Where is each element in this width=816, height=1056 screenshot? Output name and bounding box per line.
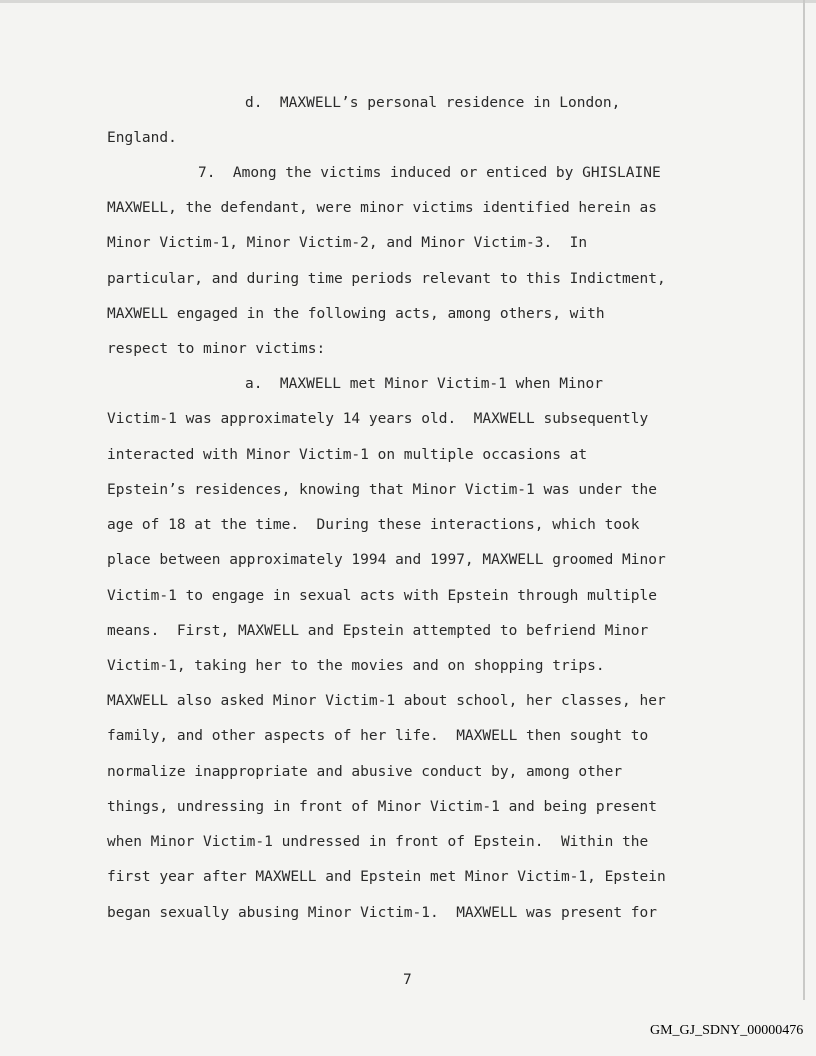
bates-number: GM_GJ_SDNY_00000476 bbox=[650, 1023, 804, 1038]
scan-top-edge bbox=[0, 0, 816, 3]
text-line: 7. Among the victims induced or enticed by GHISLAINE bbox=[198, 165, 661, 181]
text-line: Minor Victim-1, Minor Victim-2, and Minor Victim-3. In bbox=[107, 235, 588, 251]
text-line: Epstein’s residences, knowing that Minor Victim-1 was under the bbox=[107, 482, 657, 498]
text-line: began sexually abusing Minor Victim-1. MAXWELL was present for bbox=[107, 905, 657, 921]
text-line: things, undressing in front of Minor Victim-1 and being present bbox=[107, 799, 657, 815]
text-line: respect to minor victims: bbox=[107, 341, 326, 357]
text-line: MAXWELL engaged in the following acts, among others, with bbox=[107, 306, 605, 322]
text-line: first year after MAXWELL and Epstein met Minor Victim-1, Epstein bbox=[107, 869, 666, 885]
text-line: normalize inappropriate and abusive conduct by, among other bbox=[107, 764, 623, 780]
text-line: family, and other aspects of her life. MAXWELL then sought to bbox=[107, 728, 649, 744]
text-line: age of 18 at the time. During these interactions, which took bbox=[107, 517, 640, 533]
text-line: when Minor Victim-1 undressed in front of Epstein. Within the bbox=[107, 834, 649, 850]
page-number: 7 bbox=[403, 972, 412, 988]
text-line: means. First, MAXWELL and Epstein attempted to befriend Minor bbox=[107, 623, 649, 639]
text-line: interacted with Minor Victim-1 on multiple occasions at bbox=[107, 447, 588, 463]
text-line: MAXWELL, the defendant, were minor victims identified herein as bbox=[107, 200, 657, 216]
text-line: Victim-1 to engage in sexual acts with Epstein through multiple bbox=[107, 588, 657, 604]
text-line: MAXWELL also asked Minor Victim-1 about school, her classes, her bbox=[107, 693, 666, 709]
text-line: England. bbox=[107, 130, 177, 146]
scan-right-edge bbox=[803, 0, 805, 1000]
text-line: particular, and during time periods relevant to this Indictment, bbox=[107, 271, 666, 287]
text-line: Victim-1 was approximately 14 years old. MAXWELL subsequently bbox=[107, 411, 649, 427]
text-line: place between approximately 1994 and 1997, MAXWELL groomed Minor bbox=[107, 552, 666, 568]
text-line: a. MAXWELL met Minor Victim-1 when Minor bbox=[245, 376, 603, 392]
text-line: d. MAXWELL’s personal residence in London, bbox=[245, 95, 621, 111]
text-line: Victim-1, taking her to the movies and on shopping trips. bbox=[107, 658, 605, 674]
